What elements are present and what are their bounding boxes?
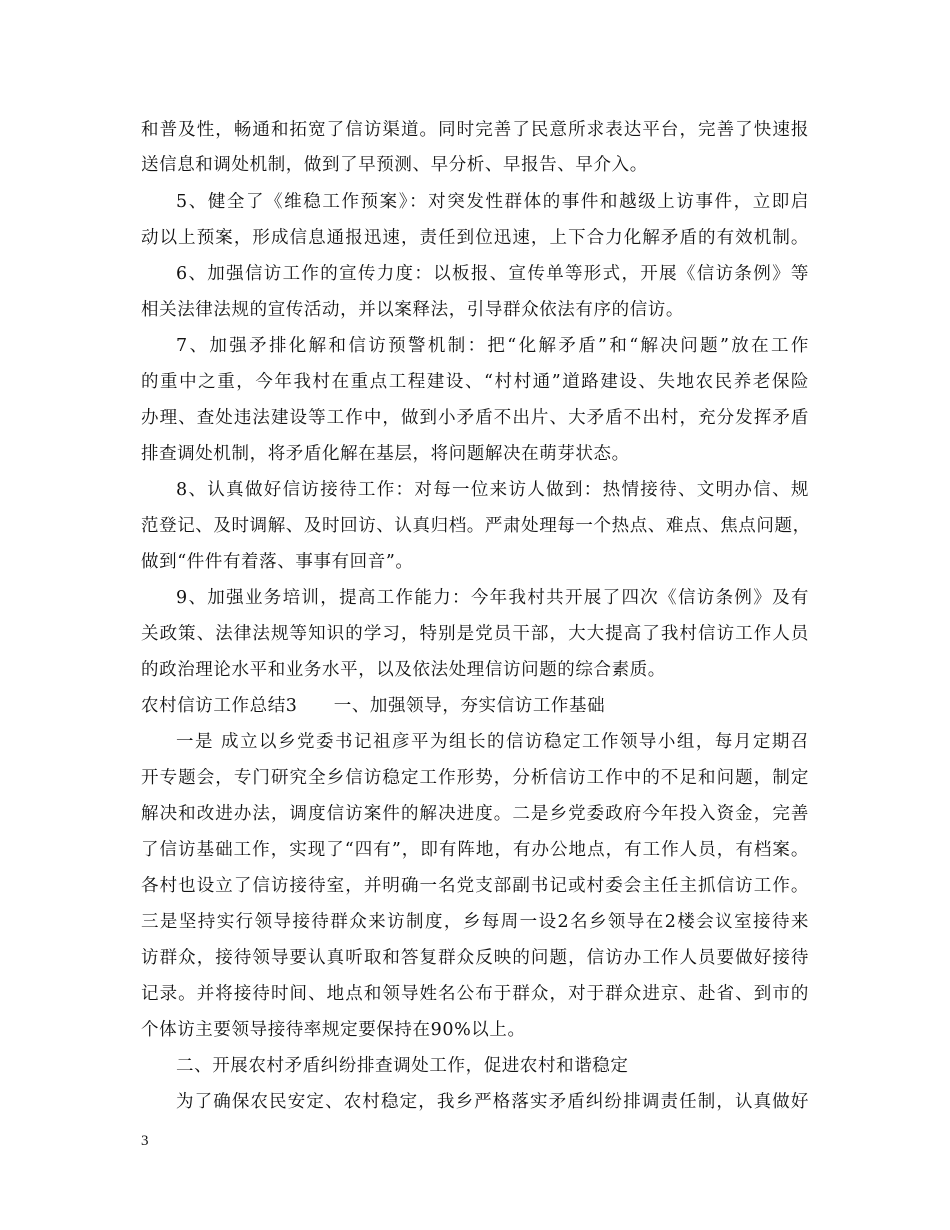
section-heading: 农村信访工作总结3 一、加强领导，夯实信访工作基础 — [141, 696, 606, 716]
text-line: 解决和改进办法，调度信访案件的解决进度。二是乡党委政府今年投入资金，完善 — [141, 804, 809, 824]
text-line: 范登记、及时调解、及时回访、认真归档。严肃处理每一个热点、难点、焦点问题， — [141, 516, 811, 536]
section-heading: 二、开展农村矛盾纠纷排查调处工作，促进农村和谐稳定 — [176, 1056, 629, 1076]
text-line: 个体访主要领导接待率规定要保持在90%以上。 — [141, 1020, 526, 1040]
page-number: 3 — [141, 1133, 149, 1149]
text-line: 8、认真做好信访接待工作：对每一位来访人做到：热情接待、文明办信、规 — [176, 480, 809, 500]
text-line: 的政治理论水平和业务水平，以及依法处理信访问题的综合素质。 — [141, 660, 666, 680]
text-line: 办理、查处违法建设等工作中，做到小矛盾不出片、大矛盾不出村，充分发挥矛盾 — [141, 408, 809, 428]
text-line: 关政策、法律法规等知识的学习，特别是党员干部，大大提高了我村信访工作人员 — [141, 624, 809, 644]
text-line: 记录。并将接待时间、地点和领导姓名公布于群众，对于群众进京、赴省、到市的 — [141, 984, 809, 1004]
text-line: 做到“件件有着落、事事有回音”。 — [141, 552, 414, 572]
text-line: 为了确保农民安定、农村稳定，我乡严格落实矛盾纠纷排调责任制，认真做好 — [176, 1092, 809, 1112]
text-line: 和普及性，畅通和拓宽了信访渠道。同时完善了民意所求表达平台，完善了快速报 — [141, 120, 809, 140]
text-line: 了信访基础工作，实现了“四有”，即有阵地，有办公地点，有工作人员，有档案。 — [141, 840, 809, 860]
text-line: 三是坚持实行领导接待群众来访制度，乡每周一设2名乡领导在2楼会议室接待来 — [141, 912, 809, 932]
text-line: 一是 成立以乡党委书记祖彦平为组长的信访稳定工作领导小组，每月定期召 — [176, 732, 809, 752]
text-line: 动以上预案，形成信息通报迅速，责任到位迅速，上下合力化解矛盾的有效机制。 — [141, 228, 809, 248]
text-line: 访群众，接待领导要认真听取和答复群众反映的问题，信访办工作人员要做好接待 — [141, 948, 809, 968]
text-line: 的重中之重，今年我村在重点工程建设、“村村通”道路建设、失地农民养老保险 — [141, 372, 809, 392]
text-line: 排查调处机制，将矛盾化解在基层，将问题解决在萌芽状态。 — [141, 444, 630, 464]
text-line: 7、加强矛排化解和信访预警机制：把“化解矛盾”和“解决问题”放在工作 — [176, 336, 809, 356]
text-line: 各村也设立了信访接待室，并明确一名党支部副书记或村委会主任主抓信访工作。 — [141, 876, 809, 896]
text-line: 5、健全了《维稳工作预案》：对突发性群体的事件和越级上访事件，立即启 — [176, 192, 809, 212]
text-line: 相关法律法规的宣传活动，并以案释法，引导群众依法有序的信访。 — [141, 300, 684, 320]
text-line: 6、加强信访工作的宣传力度：以板报、宣传单等形式，开展《信访条例》等 — [176, 264, 809, 284]
text-line: 送信息和调处机制，做到了早预测、早分析、早报告、早介入。 — [141, 155, 648, 175]
text-line: 开专题会，专门研究全乡信访稳定工作形势，分析信访工作中的不足和问题，制定 — [141, 768, 809, 788]
text-line: 9、加强业务培训，提高工作能力：今年我村共开展了四次《信访条例》及有 — [176, 588, 809, 608]
